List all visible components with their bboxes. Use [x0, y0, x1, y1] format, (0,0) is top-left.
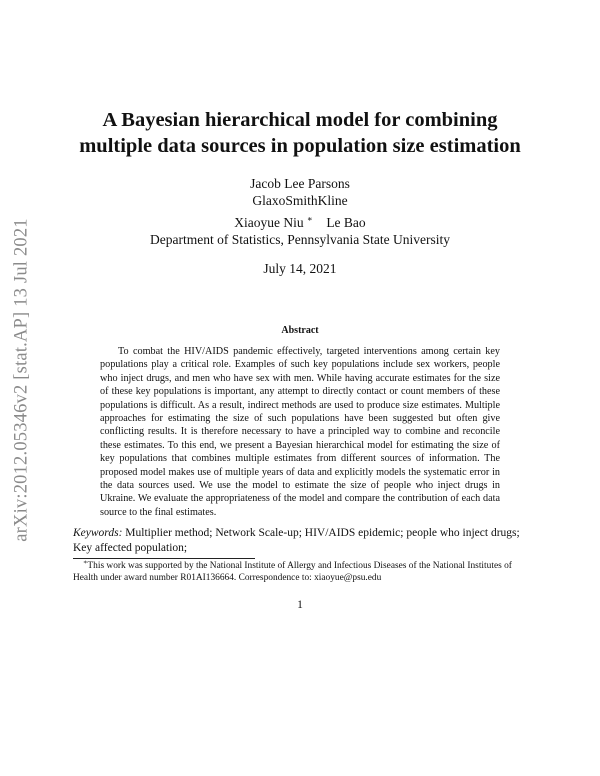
author-footnote-mark: ∗: [307, 213, 313, 224]
paper-title-line-2: multiple data sources in population size estimation: [79, 135, 521, 157]
page-number: 1: [297, 599, 303, 611]
abstract-text: To combat the HIV/AIDS pandemic effectively, targeted interventions among certain key populations play a critical role. Examples of such key populations include sex workers, people who inject drugs, and men who have sex with men. While having accurate estimates for the size of these key populations is important, any attempt to directly contact or count members of these populations is difficult. As a result, indirect methods are used to produce size estimates. Multiple approaches for estimating the size of such populations have been suggested but often give conflicting results. It is therefore necessary to have a principled way to combine and reconcile these estimates. To this end, we present a Bayesian hierarchical model for estimating the size of key populations that combines multiple estimates from different sources of information. The proposed model makes use of multiple years of data and explicitly models the systematic error in the data sources used. We use the model to estimate the size of people who inject drugs in Ukraine. We evaluate the appropriateness of the model and compare the contribution of each data source to the final estimates.: [100, 346, 500, 518]
footnote: [73, 560, 528, 584]
footnote-divider: [73, 558, 255, 559]
keywords: [73, 526, 528, 555]
author-name-3: Le Bao: [326, 215, 366, 230]
paper-title: [60, 107, 540, 159]
paper-title-line-1: A Bayesian hierarchical model for combining: [102, 109, 498, 131]
keywords-text: Multiplier method; Network Scale-up; HIV/AIDS epidemic; people who inject drugs; Key affected population;: [73, 527, 520, 554]
abstract-heading: Abstract: [281, 325, 319, 336]
author-affiliation-2: Department of Statistics, Pennsylvania State University: [150, 232, 450, 247]
paper-date: July 14, 2021: [263, 261, 337, 276]
keywords-label: Keywords:: [73, 527, 123, 539]
arxiv-identifier-stamp: arXiv:2012.05346v2 [stat.AP] 13 Jul 2021: [11, 218, 32, 542]
author-name-2: Xiaoyue Niu: [234, 215, 304, 230]
author-name-1: Jacob Lee Parsons: [250, 176, 350, 191]
author-line-2: [60, 215, 540, 231]
author-affiliation-1: GlaxoSmithKline: [252, 193, 348, 208]
footnote-mark: ∗: [83, 558, 88, 566]
footnote-text: This work was supported by the National Institute of Allergy and Infectious Diseases of the National Institutes of Health under award number R01AI136664. Correspondence to: xiaoyue@psu.edu: [73, 561, 512, 583]
